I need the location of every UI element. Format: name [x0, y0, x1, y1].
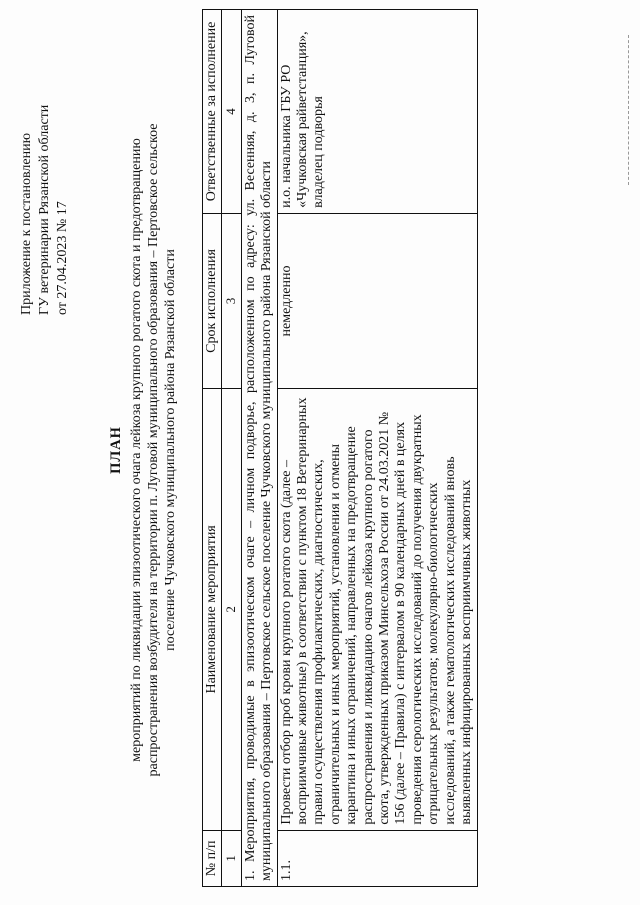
section-1-heading: 1. Мероприятия, проводимые в эпизоотическом очаге – личном подворье, расположенном по адресу: ул. Весенняя, д. 3, п. Луговой муниципального образования – Пертовское сельское поселение Чучковского муниципального района Рязанской области: [241, 10, 277, 887]
row-num: 1.1.: [277, 830, 477, 886]
col-number-4: 4: [222, 10, 241, 214]
row-resp: и.о. начальника ГБУ РО «Чучковская райветстанция», владелец подворья: [277, 10, 477, 214]
col-number-2: 2: [222, 389, 241, 831]
subtitle-line-3: поселение Чучковского муниципального района Рязанской области: [163, 249, 178, 651]
header-num: № п/п: [203, 830, 222, 886]
table-header-row: [203, 10, 222, 887]
header-name: Наименование мероприятия: [203, 389, 222, 831]
column-numbers-row: [222, 10, 241, 887]
section-row: [241, 10, 277, 887]
plan-table: [202, 9, 478, 887]
appendix-line-2: ГУ ветеринарии Рязанской области: [37, 104, 52, 315]
col-number-1: 1: [222, 830, 241, 886]
col-number-3: 3: [222, 213, 241, 388]
row-term: немедленно: [277, 213, 477, 388]
subtitle-line-2: распространения возбудителя на территории п. Луговой муниципального образования – Пертовское сельское: [146, 123, 161, 777]
row-name: Провести отбор проб крови крупного рогатого скота (далее – восприимчивые животные) в соответствии с пунктом 18 Ветеринарных правил осуществления профилактических, диагностических, ограничительных и иных мероприятий, установления и отмены карантина и иных ограничений, направленных на предотвращение распространения и ликвидацию очагов лейкоза крупного рогатого скота, утвержденных приказом Минсельхоза России от 24.03.2021 № 156 (далее – Правила) с интервалом в 90 календарных дней в целях проведения серологических исследований до получения двукратных отрицательных результатов; молекулярно-биологических исследований, а также гематологических исследований вновь выявленных инфицированных восприимчивых животных: [277, 389, 477, 831]
document-title: ПЛАН: [108, 426, 124, 474]
appendix-line-3: от 27.04.2023 № 17: [55, 201, 70, 315]
document-subtitle: [128, 105, 179, 795]
table-row: [277, 10, 477, 887]
header-resp: Ответственные за исполнение: [203, 10, 222, 214]
appendix-note: [18, 15, 72, 315]
header-term: Срок исполнения: [203, 213, 222, 388]
subtitle-line-1: мероприятий по ликвидации эпизоотического очага лейкоза крупного рогатого скота и предотвращению: [129, 138, 144, 762]
scan-mark: [628, 35, 631, 185]
appendix-line-1: Приложение к постановлению: [19, 132, 34, 315]
